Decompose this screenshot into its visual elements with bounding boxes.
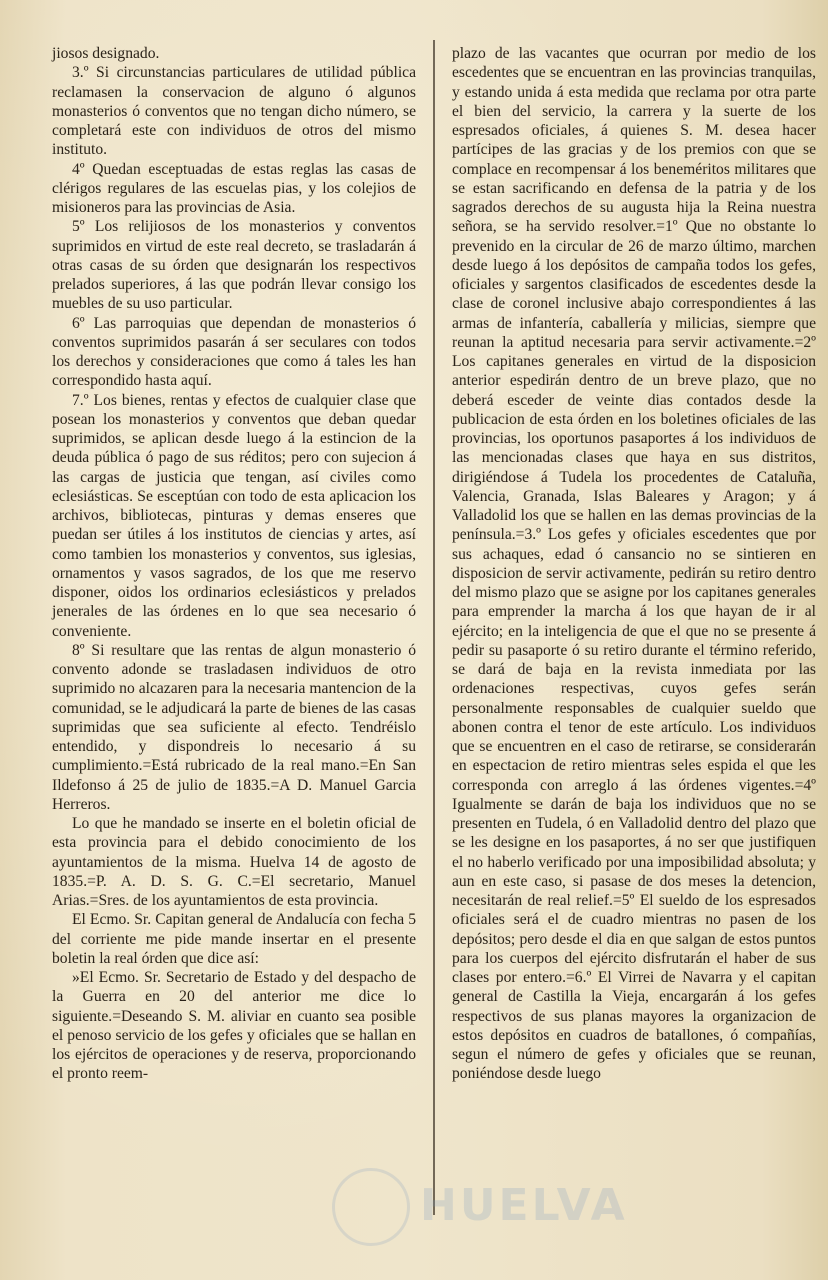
paragraph: 5º Los relijiosos de los monasterios y conventos suprimidos en virtud de este real decreto, se trasladarán á otras casas de su órden que designarán los respectivos prelados superiores, á las que podrán llevar consigo los muebles de su uso particular. <box>52 218 416 313</box>
paragraph: Lo que he mandado se inserte en el boletin oficial de esta provincia para el debido conocimiento de los ayuntamientos de la misma. Huelva 14 de agosto de 1835.=P. A. D. S. G. C.=El secretario, Manuel Arias.=Sres. de los ayuntamientos de esta provincia. <box>52 815 416 909</box>
paragraph: 4º Quedan esceptuadas de estas reglas las casas de clérigos regulares de las escuelas pias, y los colejios de misioneros para las provincias de Asia. <box>52 160 416 216</box>
paragraph: 6º Las parroquias que dependan de monasterios ó conventos suprimidos pasarán á ser seculares con todos los derechos y consideraciones que como á tales les han correspondido hasta aquí. <box>52 314 416 390</box>
watermark-seal-icon <box>332 1168 410 1246</box>
left-text-column <box>52 44 416 1084</box>
paragraph: »El Ecmo. Sr. Secretario de Estado y del despacho de la Guerra en 20 del anterior me dice lo siguiente.=Deseando S. M. aliviar en cuanto sea posible el penoso servicio de los gefes y oficiales que se hallan en los ejércitos de operaciones y de reserva, proporcionando el pronto reem- <box>52 969 416 1083</box>
paragraph: plazo de las vacantes que ocurran por medio de los escedentes que se encuentran en las provincias tranquilas, y estando unida á esta medida que reclama por otra parte el bien del servicio, la carrera y la suerte de los espresados oficiales, á quienes S. M. desea hacer partícipes de las gracias y de los premios con que se complace en recompensar á los beneméritos militares que se estan sacrificando en defensa de la patria y de los sagrados derechos de su augusta hija la Reina nuestra señora, se ha servido resolver.=1º Que no obstante lo prevenido en la circular de 26 de marzo último, marchen desde luego á los depósitos de campaña todos los gefes, oficiales y sargentos clasificados de escedentes desde la clase de coronel inclusive abajo correspondientes á las armas de infantería, caballería y milicias, siempre que reunan la aptitud necesaria para servir activamente.=2º Los capitanes generales en virtud de la disposicion anterior espedirán dentro de un breve plazo, que no deberá esceder de veinte dias contados desde la publicacion de esta órden en los boletines oficiales de las provincias, los oportunos pasaportes á los individuos de las mencionadas clases que haya en sus distritos, dirigiéndose á Tudela los procedentes de Cataluña, Valencia, Granada, Islas Baleares y Aragon; y á Valladolid los que se hallen en las demas provincias de la península.=3.º Los gefes y oficiales escedentes que por sus achaques, edad ó cansancio no se sintieren en disposicion de servir activamente, pedirán su retiro dentro del mismo plazo que se asigne por los capitanes generales para emprender la marcha á los que hayan de ir al ejército; en la inteligencia de que el que no se presente á pedir su pasaporte ó su retiro durante el término referido, se dará de baja en la revista inmediata por las ordenaciones respectivas, cuyos gefes serán personalmente responsables de cualquier sueldo que abonen contra el tenor de este artículo. Los individuos que se encuentren en el caso de retirarse, se considerarán en espectacion de retiro mientras seles espida el que les corresponda con arreglo á las órdenes vigentes.=4º Igualmente se darán de baja los individuos que no se presenten en Tudela, ó en Valladolid dentro del plazo que se les designe en los pasaportes, á no ser que justifiquen el no haberlo verificado por una imposibilidad absoluta; y aun en este caso, si pasase de dos meses la detencion, necesitarán de real relief.=5º El sueldo de los espresados oficiales será el de cuadro mientras no pasen de los depósitos; pero desde el dia en que salgan de estos puntos para los cuerpos del ejército disfrutarán el haber de sus clases por entero.=6.º El Virrei de Navarra y el capitan general de Castilla la Vieja, encargarán á los gefes respectivos de sus planas mayores la organizacion de estos depósitos en cuadros de batallones, ó compañías, segun el número de gefes y oficiales que se reunan, poniéndose desde luego <box>452 45 816 1083</box>
right-text-column <box>452 44 816 1084</box>
column-divider <box>433 40 435 1215</box>
watermark: HUELVA <box>420 1180 628 1231</box>
paragraph: 3.º Si circunstancias particulares de utilidad pública reclamasen la conservacion de alguno ó algunos monasterios ó conventos que no tengan dicho número, se completará este con individuos de otros del mismo instituto. <box>52 64 416 159</box>
paragraph: El Ecmo. Sr. Capitan general de Andalucía con fecha 5 del corriente me pide mande insertar en el presente boletin la real órden que dice así: <box>52 911 416 967</box>
paragraph: jiosos designado. <box>52 45 160 62</box>
paragraph: 8º Si resultare que las rentas de algun monasterio ó convento adonde se trasladasen individuos de otro suprimido no alcazaren para la necesaria mantencion de la comunidad, se le adjudicará la parte de bienes de las casas suprimidas que sea suficiente al efecto. Tendréislo entendido, y dispondreis lo necesario á su cumplimiento.=Está rubricado de la real mano.=En San Ildefonso á 25 de julio de 1835.=A D. Manuel Garcia Herreros. <box>52 641 416 813</box>
paragraph: 7.º Los bienes, rentas y efectos de cualquier clase que posean los monasterios y conventos que deban quedar suprimidos, se aplican desde luego á la estincion de la deuda pública ó pago de sus réditos; pero con sujecion á las cargas de justicia que tengan, así civiles como eclesiásticas. Se esceptúan con todo de esta aplicacion los archivos, bibliotecas, pinturas y demas enseres que puedan ser útiles á los institutos de ciencias y artes, así como tambien los monasterios y conventos, sus iglesias, ornamentos y vasos sagrados, de los que me reservo disponer, oidos los ordinarios eclesiásticos y prelados jenerales de las órdenes en lo que sea necesario ó conveniente. <box>52 391 416 640</box>
